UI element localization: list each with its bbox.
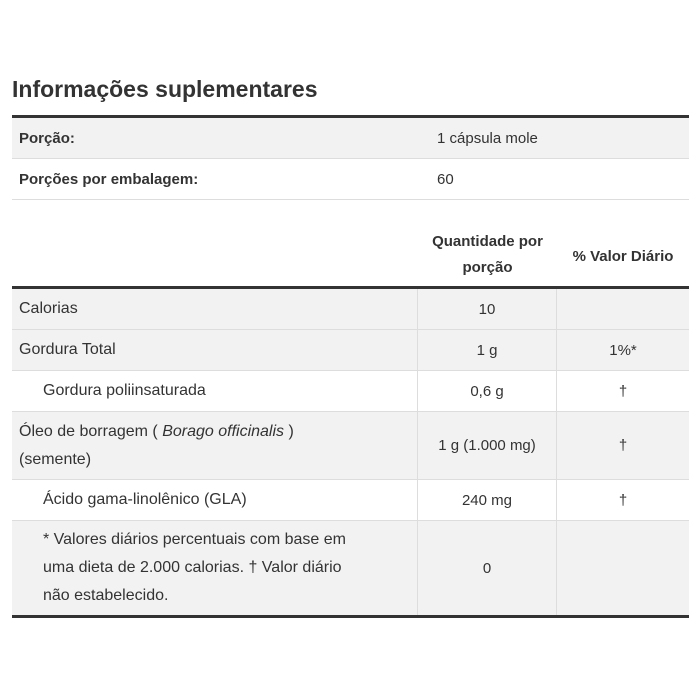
nutrient-name: Gordura Total — [12, 330, 418, 370]
borage-name-suffix: ) — [284, 422, 294, 440]
nutrient-amount: 1 g — [418, 330, 557, 370]
servings-per-container-row — [12, 159, 689, 200]
table-row — [12, 480, 689, 521]
header-amount — [418, 226, 557, 286]
borage-latin-name: Borago officinalis — [162, 422, 285, 440]
footnote-line2: uma dieta de 2.000 calorias. † Valor diário — [43, 559, 342, 576]
nutrient-name — [12, 412, 418, 479]
footnote-dv — [557, 521, 689, 615]
nutrient-amount: 240 mg — [418, 480, 557, 520]
nutrient-table-header — [12, 226, 689, 289]
nutrient-dv — [557, 289, 689, 329]
nutrient-amount: 0,6 g — [418, 371, 557, 411]
nutrient-dv: 1%* — [609, 341, 637, 359]
header-amount-line1: Quantidade por — [432, 233, 543, 250]
borage-name-line2: (semente) — [19, 450, 92, 468]
table-row — [12, 330, 689, 371]
nutrient-amount: 1 g (1.000 mg) — [418, 412, 557, 479]
footnote-line3: não estabelecido. — [43, 587, 169, 604]
serving-info-table — [12, 115, 689, 200]
nutrient-dv: † — [618, 382, 628, 400]
nutrient-name: Calorias — [12, 289, 418, 329]
nutrient-name: Ácido gama-linolênico (GLA) — [12, 480, 418, 520]
servings-per-container-label: Porções por embalagem: — [19, 170, 199, 188]
servings-per-container-value: 60 — [437, 170, 454, 188]
table-row — [12, 289, 689, 330]
nutrient-amount: 10 — [418, 289, 557, 329]
nutrient-table — [12, 289, 689, 618]
serving-size-value: 1 cápsula mole — [437, 129, 538, 147]
serving-size-row — [12, 118, 689, 159]
borage-name-prefix: Óleo de borragem ( — [19, 422, 163, 440]
footnote-row — [12, 521, 689, 615]
header-daily-value: % Valor Diário — [572, 247, 674, 265]
footnote-text — [12, 521, 418, 615]
page-title: Informações suplementares — [12, 76, 318, 102]
footnote-amount: 0 — [418, 521, 557, 615]
nutrient-name: Gordura poliinsaturada — [12, 371, 418, 411]
table-row — [12, 412, 689, 480]
header-empty-cell — [12, 226, 418, 286]
serving-size-label: Porção: — [19, 129, 75, 147]
header-amount-line2: porção — [462, 259, 513, 276]
nutrient-dv: † — [618, 491, 628, 509]
footnote-line1: * Valores diários percentuais com base em — [43, 531, 346, 548]
nutrient-dv: † — [618, 437, 628, 454]
table-row — [12, 371, 689, 412]
